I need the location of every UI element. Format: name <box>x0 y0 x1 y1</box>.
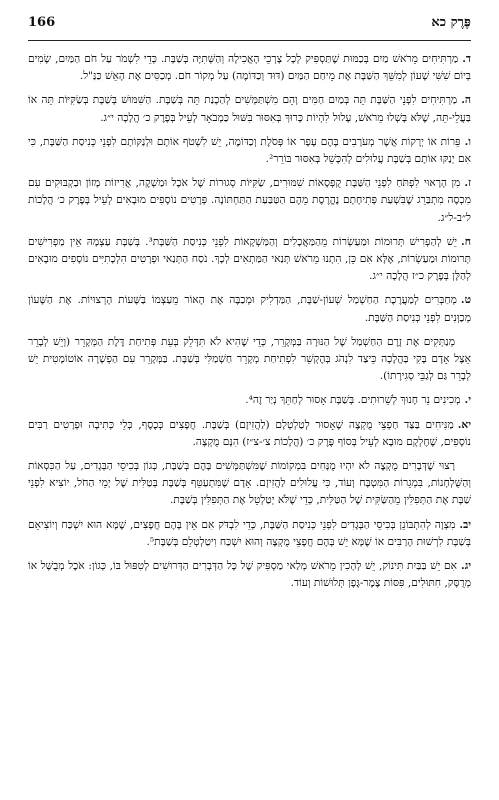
paragraph-text: מַנִּיחִים בַּצַּד חַפְצֵי מֻקְצֶה שֶׁאָסוּר לְטַלְטְלָם (לַהֲזִיזָם) בְּשַׁבָּת. חֲפָצִים כְּכֶסֶף, כְּלֵי כְּתִיבָה וּפְרָטִים רַבִּים נוֹסָפִים, שֶׁחֶלְקָם מוּבָא לְעֵיל בְּסוֹף פֶּרֶק כ׳ (הֲלָכוֹת צ׳-צ״ז) הִנָּם מֻקְצֶה. <box>28 418 471 448</box>
paragraph-number: יג. <box>461 560 471 573</box>
paragraph <box>28 292 471 326</box>
paragraph <box>28 134 471 168</box>
page-header <box>28 14 471 36</box>
paragraph-number: ז. <box>464 177 471 190</box>
paragraph <box>28 558 471 592</box>
paragraph-text: מִן הָרָאוּי לִפְתֹּחַ לִפְנֵי הַשַּׁבָּת קֻפְסָאוֹת שִׁמּוּרִים, שַׂקִּיּוֹת סְגוּרוֹת שֶׁל אֹכֶל וּמַשְׁקֶה, אֲרִיזוֹת מָזוֹן וּבַקְבּוּקִים עִם מִכְסֶה מִתְבַּרֵג שֶׁבִּשְׁעַת פְּתִיחָתָם נֶהֱרֶסֶת מֵהֶם הַטַּבַּעַת הַתַּחְתּוֹנָה. פְּרָטִים נוֹסָפִים מוּבָאִים לְעֵיל בְּפֶרֶק כ׳ הֲלָכוֹת ל״ב-ל״ג. <box>28 177 471 224</box>
paragraph <box>28 92 471 126</box>
paragraph-number: ד. <box>462 53 471 65</box>
paragraph-number: יב. <box>459 518 471 531</box>
paragraph-number: י. <box>464 394 471 407</box>
paragraph-text: מִצְוָה לְהִתְבּוֹנֵן בְּכִיסֵי הַבְּגָדִים לִפְנֵי כְּנִיסַת הַשַּׁבָּת, כְּדֵי לִבְדֹּק אִם אֵין בָּהֶם חֲפָצִים, שֶׁמָּא הוּא יִשְׁכַּח וְיוֹצִיאֵם בְּשַׁבָּת לִרְשׁוּת הָרַבִּים אוֹ שֶׁמָּא יֵשׁ בָּהֶם חֲפָצֵי מֻקְצֶה וְהוּא יִשְׁכַּח וִיטַלְטְלֵם בְּשַׁבָּת⁵. <box>28 518 471 548</box>
paragraph <box>28 51 471 85</box>
paragraph <box>28 517 471 551</box>
paragraph-text: מְכִינִים נֵר חָנוּךְ לְשֵׁרוּתִים. בְּשַׁבָּת אָסוּר לְחַתֵּךְ נְיַר זֶה⁴. <box>245 394 461 407</box>
paragraph-text: רָצוּי שֶׁדְּבָרִים מֻקְצֶה לֹא יִהְיוּ מֻנָּחִים בִּמְקוֹמוֹת שֶׁמִּשְׁתַּמְּשִׁים בָּהֶם בְּשַׁבָּת, כְּגוֹן בְּכִיסֵי הַבְּגָדִים, עַל הַכִּסְאוֹת וְהַשֻּׁלְחָנוֹת, בִּמְגֵרוֹת הַמִּטְבָּח וְעוֹד, כִּי עֲלוּלִים לַהֲזִיזָם. אָדָם שֶׁמִּתְעַטֵּף בְּשַׁבָּת בְּטַלִּית שֶׁל יְמֵי הַחֹל, יוֹצִיא לִפְנֵי שַׁבָּת אֶת הַתְּפִלִּין מֵהַשַּׂקִּית שֶׁל הַטַּלִּית, כְּדֵי שֶׁלֹּא יְטַלְטֵל אֶת הַתְּפִלִּין בְּשַׁבָּת. <box>28 460 471 507</box>
paragraph-number: ט. <box>460 294 471 307</box>
paragraph-number: ו. <box>464 135 471 148</box>
paragraph-text: מְנַתְּקִים אֶת זֶרֶם הַחַשְׁמַל שֶׁל הַנּוּרָה בַּמְּקָרֵר, כְּדֵי שֶׁהִיא לֹא תִּדָּלֵק בְּעֵת פְּתִיחַת דֶּלֶת הַמְּקָרֵר (וְיֵשׁ לְבָרֵר אֵצֶל אָדָם בָּקִי בַּהֲלָכָה כֵּיצַד לִנְהֹג בְּהֶקְשֵׁר לִפְתִיחַת מְקָרֵר חַשְׁמַלִּי בְּשַׁבָּת. בַּמְּקָרֵר עִם הַפְשָׁרָה אוֹטוֹמָטִית יֵשׁ לְבָרֵר גַּם לְגַבֵּי סְגִירָתוֹ). <box>28 335 471 383</box>
paragraph-text: מְחַבְּרִים לְמַעֲרֶכֶת הַחַשְׁמַל שְׁעוֹן-שַׁבָּת, הַמַּדְלִיק וּמְכַבֶּה אֶת הָאוֹר מֵעַצְמוֹ בַּשָּׁעוֹת הָרְצוּיוֹת. אֶת הַשָּׁעוֹן מְכַוְּנִים לִפְנֵי כְּנִיסַת הַשַּׁבָּת. <box>28 294 471 324</box>
paragraph <box>28 334 471 386</box>
paragraph-text: יֵשׁ לְהַפְרִישׁ תְּרוּמוֹת וּמַעַשְׂרוֹת מֵהַמַּאֲכָלִים וְהַמַּשְׁקָאוֹת לִפְנֵי כְּנִיסַת הַשַּׁבָּת³. בְּשַׁבָּת עַצְמָהּ אֵין מַפְרִישִׁים תְּרוּמוֹת וּמַעַשְׂרוֹת, אֶלָּא אִם כֵּן, הִתְנוּ מֵרֹאשׁ תְּנַאי הַמַּתְאִים לְכָךְ. נֹסַח הַתְּנַאי וּפְרָטִים הִלְכָתִיִּים נוֹסָפִים מוּבָאִים לְהַלָּן בְּפֶרֶק כ״ז הֲלָכָה י״ג. <box>28 235 471 283</box>
paragraph <box>28 234 471 286</box>
page-body <box>28 51 471 592</box>
paragraph-text: אִם יֵשׁ בַּבַּיִת תִּינוֹק, יֵשׁ לְהָכִין מֵרֹאשׁ מְלַאי מַסְפִּיק שֶׁל כָּל הַדְּבָרִים הַדְּרוּשִׁים לְטִפּוּל בּוֹ, כְּגוֹן: אֹכֶל מְבֻשָּׁל אוֹ מְרֻסָּק, חִתּוּלִים, פִּסּוֹת צֶמֶר-גֶּפֶן תְּלוּשׁוֹת וְעוֹד. <box>28 560 471 590</box>
paragraph-text: מַרְתִּיחִים לִפְנֵי הַשַּׁבָּת תֵּה בְּמַיִם חַמִּים וְהֵם מִשְׁתַּמְּשִׁים לְהַכָנַת תֵּה בְּשַׁבָּת. הַשִּׁמּוּשׁ בְּשַׁבָּת בְּשַׂקִּיּוֹת תֵּה אוֹ בַּעֲלֵי-תֵּה, שֶׁלֹּא בָּשְׁלוּ מֵרֹאשׁ, עָלוּל לִהְיוֹת כָּרוּךְ בְּאִסּוּר בִּשּׁוּל כַּמְבֹאָר לְעֵיל בְּפֶרֶק כ׳ הֲלָכָה י״ג. <box>28 94 471 124</box>
paragraph-number: ה. <box>461 94 471 107</box>
paragraph <box>28 392 471 409</box>
paragraph-text: מַרְתִּיחִים מֵרֹאשׁ מַיִם בְּכַמּוּת שֶׁתַּסְפִּיק לְכָל צָרְכֵי הָאֲכִילָה וְהַשְּׁתִיָּה בְּשַׁבָּת. כְּדֵי לִשְׁמֹר עַל חֹם הַמַּיִם, שָׂמִים בְּיוֹם שִׁשִּׁי שָׁעוֹן לְמִשֵּׁךְ הַשַּׁבָּת אֶת מֵיחַם הַמַּיִם (דּוּד וְכַדּוֹמֶה) עַל מְקוֹר חֹם. מְכַסִּים אֶת הָאֵשׁ כַּנַּ"ל. <box>28 53 471 83</box>
paragraph-number: יא. <box>457 418 471 431</box>
paragraph-text: פֵּרוֹת אוֹ יְרָקוֹת אֲשֶׁר מְעֹרָבִים בָּהֶם עָפָר אוֹ פְּסֹלֶת וְכַדּוֹמֶה, יֵשׁ לִשְׁטֹף אוֹתָם וּלְנַקּוֹתָם לִפְנֵי כְּנִיסַת הַשַּׁבָּת, כִּי אִם יְנַקּוּ אוֹתָם בְּשַׁבָּת עֲלוּלִים לְהִכָּשֵׁל בְּאִסּוּר בּוֹרֵר². <box>28 135 471 166</box>
header-divider <box>28 40 471 41</box>
page-number: 166 <box>28 15 56 30</box>
paragraph-number: ח. <box>461 235 471 248</box>
paragraph <box>28 458 471 510</box>
paragraph <box>28 417 471 451</box>
chapter-title: פֶּרֶק כא <box>431 15 471 30</box>
paragraph <box>28 175 471 227</box>
